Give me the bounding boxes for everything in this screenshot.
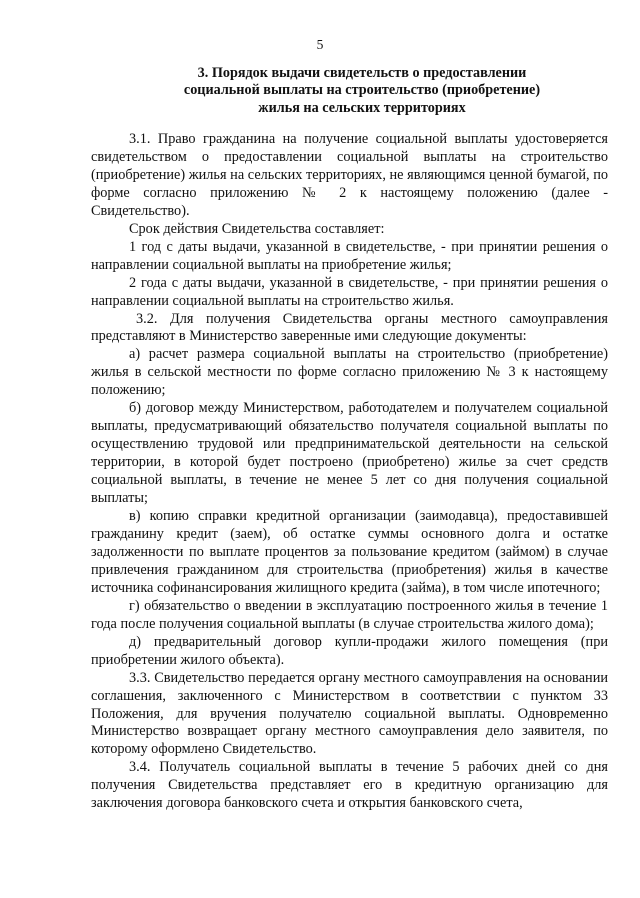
paragraph-3-1: 3.1. Право гражданина на получение социальной выплаты удостоверяется свидетельством о предоставлении социальной выплаты на строительство (приобретение) жилья на сельских территориях, не являющимся ценной бумагой, по форме согласно приложению № 2 к настоящему положению (далее - Свидетельство).	[91, 131, 608, 219]
paragraph-3-2: 3.2. Для получения Свидетельства органы местного самоуправления представляют в Министерство заверенные ими следующие документы:	[91, 310, 608, 345]
paragraph-item-d: д) предварительный договор купли-продажи жилого помещения (при приобретении жилого объекта).	[91, 633, 608, 668]
section-title-line-3: жилья на сельских территориях	[258, 99, 466, 116]
paragraph-two-years: 2 года с даты выдачи, указанной в свидетельстве, - при принятии решения о направлении социальной выплаты на строительство жилья.	[91, 274, 608, 309]
paragraph-one-year: 1 год с даты выдачи, указанной в свидетельстве, - при принятии решения о направлении социальной выплаты на приобретение жилья;	[91, 238, 608, 273]
page-number: 5	[316, 37, 324, 52]
paragraph-item-v: в) копию справки кредитной организации (заимодавца), предоставившей гражданину кредит (заем), об остатке суммы основного долга и остатке задолженности по выплате процентов за пользование кредитом (займом) в случае привлечения гражданином для строительства (приобретения) жилья в качестве источника софинансирования жилищного кредита (займа), в том числе ипотечного;	[91, 508, 608, 596]
paragraph-validity-period: Срок действия Свидетельства составляет:	[129, 220, 385, 237]
paragraph-item-b: б) договор между Министерством, работодателем и получателем социальной выплаты, предусматривающий обязательство получателя социальной выплаты по осуществлению трудовой или предпринимательской деятельности на сельской территории, в которой будет построено (приобретено) жилье за счет средств социальной выплаты, в течение не менее 5 лет со дня получения социальной выплаты;	[91, 400, 608, 507]
paragraph-item-a: а) расчет размера социальной выплаты на строительство (приобретение) жилья в сельской местности по форме согласно приложению № 3 к настоящему положению;	[91, 346, 608, 399]
section-title	[92, 65, 632, 117]
paragraph-item-g: г) обязательство о введении в эксплуатацию построенного жилья в течение 1 года после получения социальной выплаты (в случае строительства жилого дома);	[91, 597, 608, 632]
section-title-line-1: 3. Порядок выдачи свидетельств о предоставлении	[197, 65, 527, 81]
paragraph-3-3: 3.3. Свидетельство передается органу местного самоуправления на основании соглашения, заключенного с Министерством в соответствии с пунктом 33 Положения, для вручения получателю социальной выплаты. Одновременно Министерство возвращает органу местного самоуправления дело заявителя, по которому оформлено Свидетельство.	[91, 669, 608, 758]
paragraph-3-4: 3.4. Получатель социальной выплаты в течение 5 рабочих дней со дня получения Свидетельства представляет его в кредитную организацию для заключения договора банковского счета и открытия банковского счета,	[91, 759, 608, 812]
section-title-line-2: социальной выплаты на строительство (приобретение)	[183, 82, 541, 99]
document-body	[91, 131, 608, 813]
